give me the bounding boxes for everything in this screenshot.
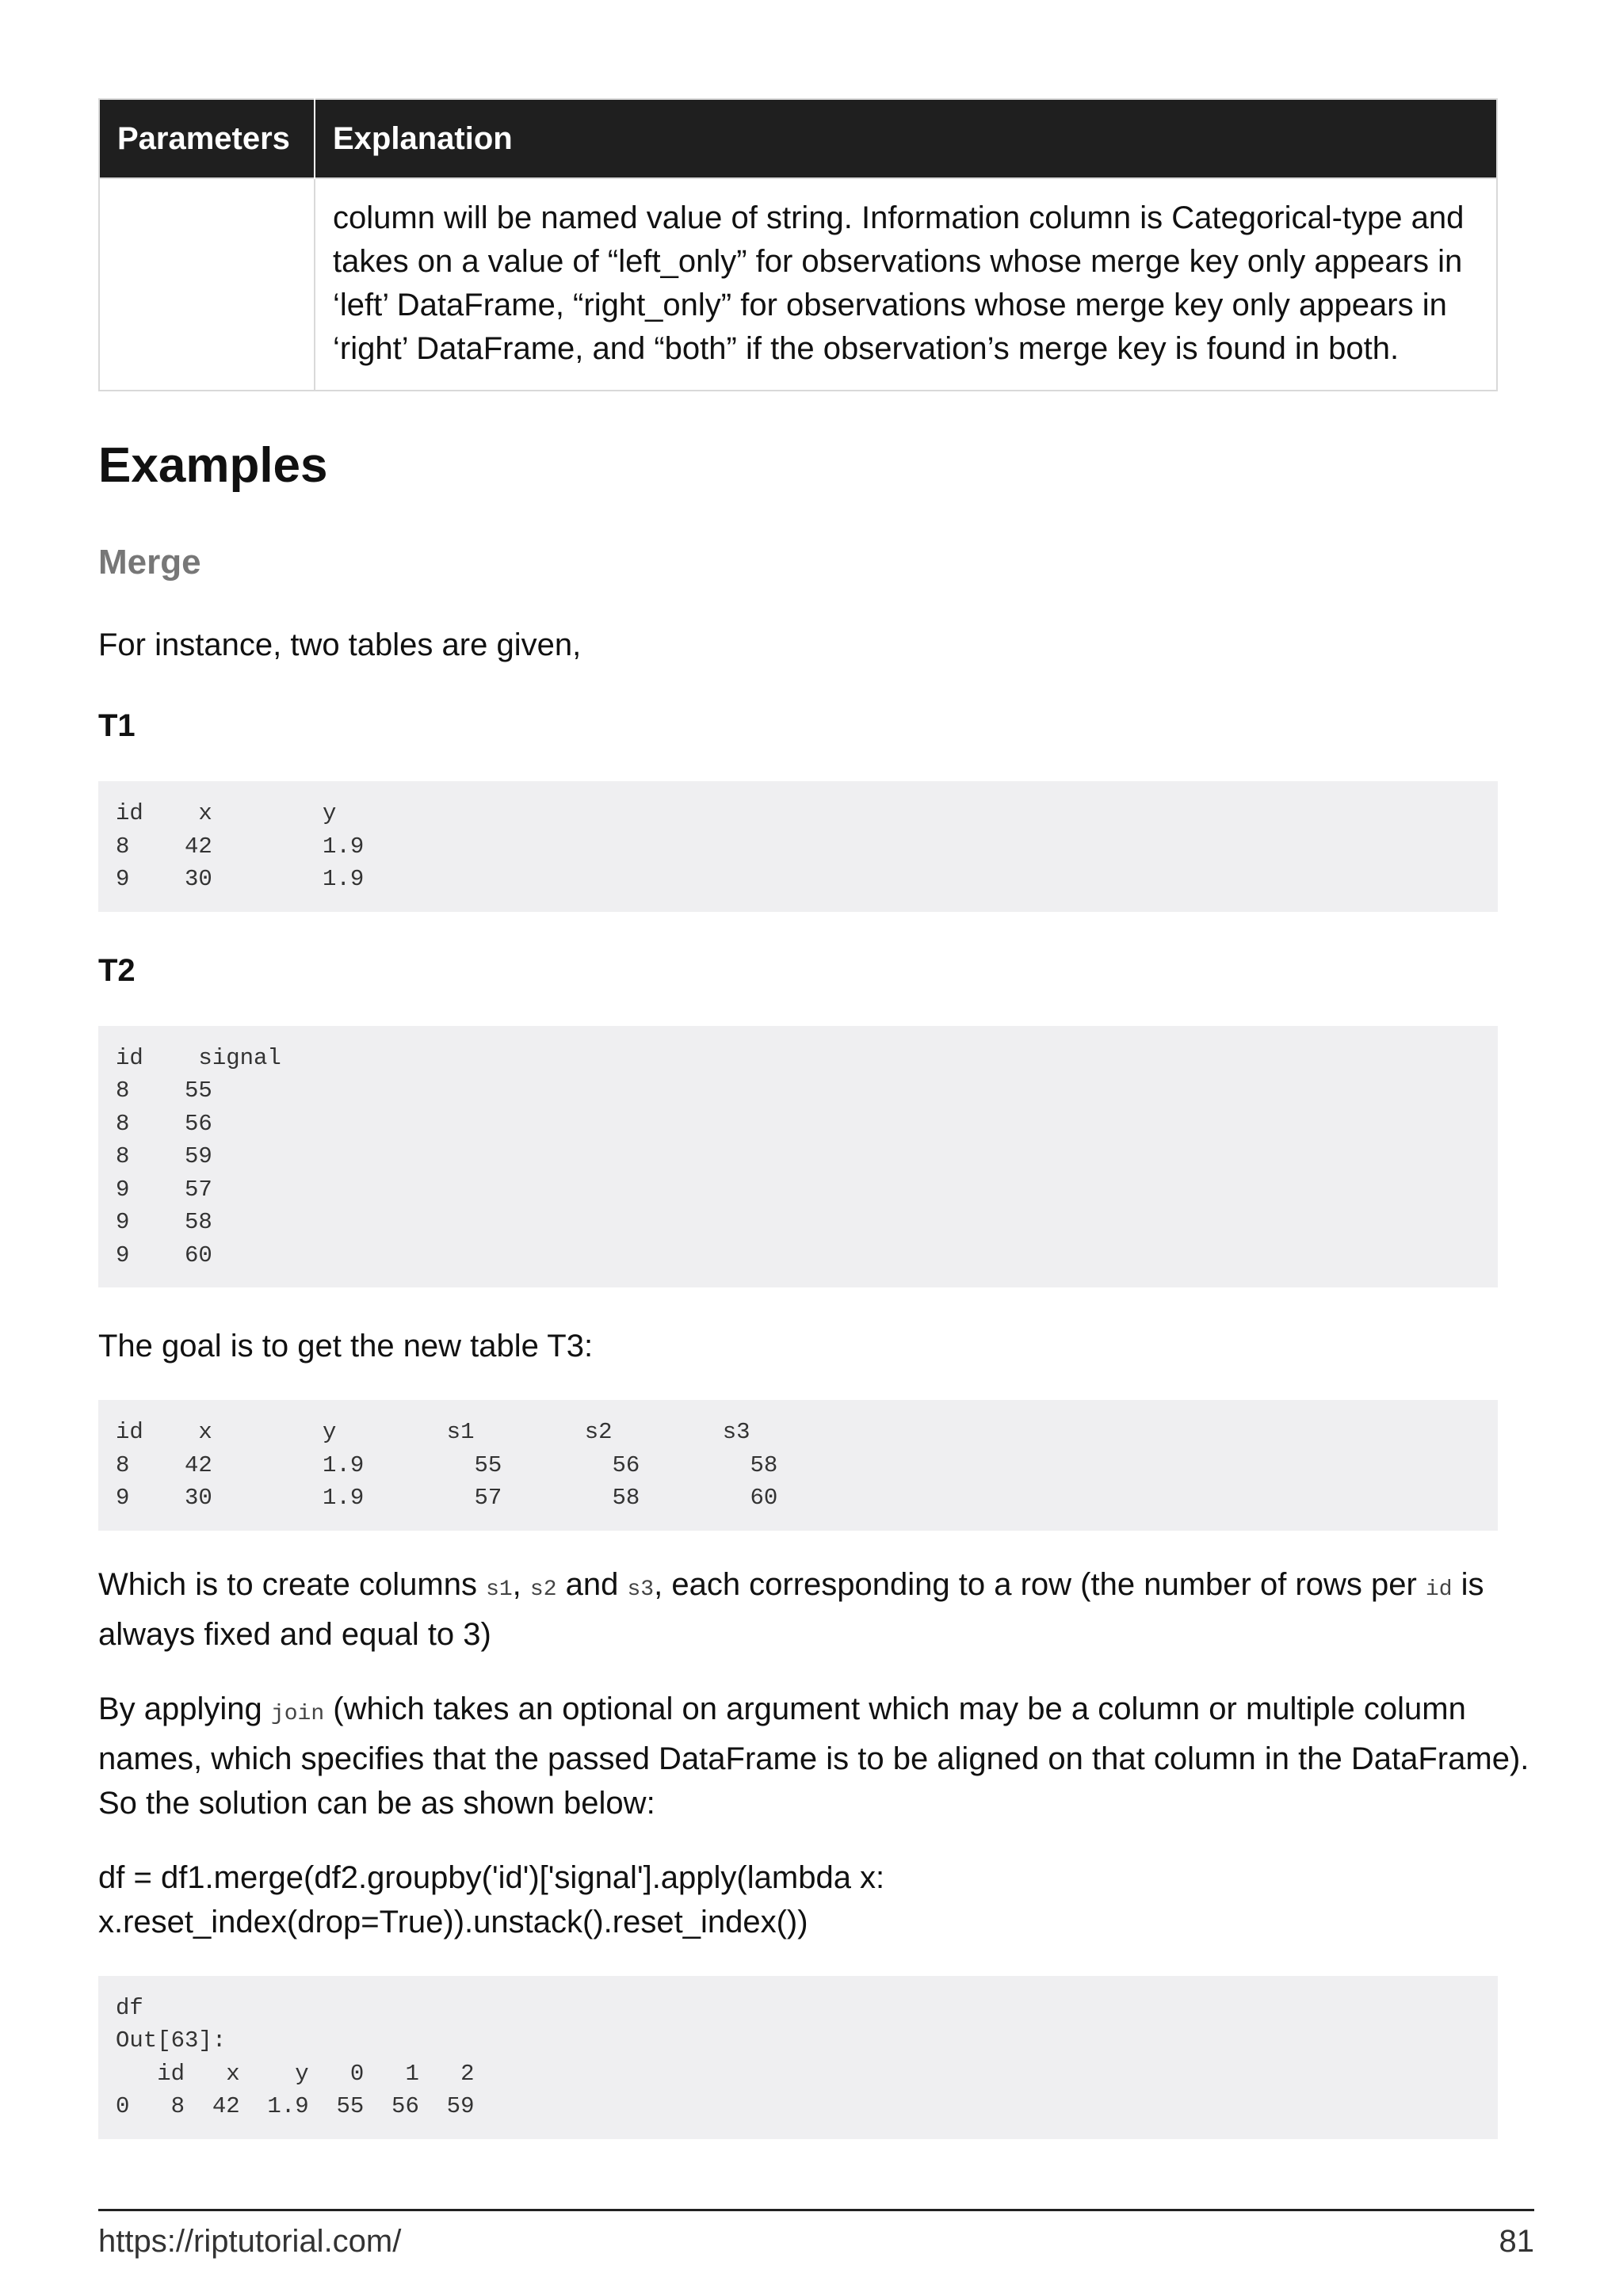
page-number: 81 bbox=[1499, 2224, 1534, 2259]
inline-code-s1: s1 bbox=[486, 1577, 513, 1602]
t2-label: T2 bbox=[98, 952, 136, 988]
join-explanation bbox=[98, 1687, 1534, 1825]
page-footer bbox=[98, 2209, 1534, 2267]
text-span: and bbox=[556, 1566, 628, 1602]
inline-code-id: id bbox=[1425, 1577, 1453, 1602]
intro-text: For instance, two tables are given, bbox=[98, 627, 582, 662]
columns-explanation bbox=[98, 1562, 1534, 1657]
explanation-cell: column will be named value of string. Information column is Categorical-type and takes on a value of “left_only” for observations whose merge key only appears in ‘left’ DataFrame, “right_only” for observations whose merge key only appears in ‘right’ DataFrame, and “both” if the observation’s merge key is found in both. bbox=[315, 178, 1497, 391]
solution-line-2: x.reset_index(drop=True)).unstack().reset_index()) bbox=[98, 1904, 808, 1939]
inline-code-s2: s2 bbox=[529, 1577, 557, 1602]
t1-label: T1 bbox=[98, 708, 136, 743]
solution-code-text bbox=[98, 1855, 1534, 1944]
parameters-table bbox=[98, 98, 1498, 391]
text-span: By applying bbox=[98, 1691, 271, 1726]
text-span: , bbox=[512, 1566, 530, 1602]
text-span: Which is to create columns bbox=[98, 1566, 487, 1602]
t1-code-block: id x y 8 42 1.9 9 30 1.9 bbox=[98, 781, 1498, 912]
goal-text: The goal is to get the new table T3: bbox=[98, 1329, 594, 1363]
subsection-title: Merge bbox=[98, 543, 201, 582]
table-header-row bbox=[99, 99, 1497, 178]
text-span: (which takes an optional on argument which may be a column or multiple column names, which specifies that the passed DataFrame is to be aligned on that column in the DataFrame). So the solution can be as shown below: bbox=[98, 1691, 1529, 1821]
t2-code-block: id signal 8 55 8 56 8 59 9 57 9 58 9 60 bbox=[98, 1026, 1498, 1288]
output-code-block: df Out[63]: id x y 0 1 2 0 8 42 1.9 55 56 59 bbox=[98, 1976, 1498, 2139]
footer-url[interactable]: https://riptutorial.com/ bbox=[98, 2224, 402, 2259]
section-title: Examples bbox=[98, 438, 328, 493]
header-explanation: Explanation bbox=[315, 99, 1497, 178]
text-span: , each corresponding to a row (the number of rows per bbox=[654, 1566, 1426, 1602]
header-parameters: Parameters bbox=[99, 99, 315, 178]
solution-line-1: df = df1.merge(df2.groupby('id')['signal'].apply(lambda x: bbox=[98, 1859, 885, 1895]
t3-code-block: id x y s1 s2 s3 8 42 1.9 55 56 58 9 30 1.9 57 58 60 bbox=[98, 1400, 1498, 1531]
page-content bbox=[98, 98, 1534, 2139]
inline-code-join: join bbox=[270, 1701, 325, 1726]
table-row bbox=[99, 178, 1497, 391]
parameter-cell bbox=[99, 178, 315, 391]
text-span: is always fixed and equal to 3) bbox=[98, 1566, 1484, 1652]
inline-code-s3: s3 bbox=[627, 1577, 655, 1602]
